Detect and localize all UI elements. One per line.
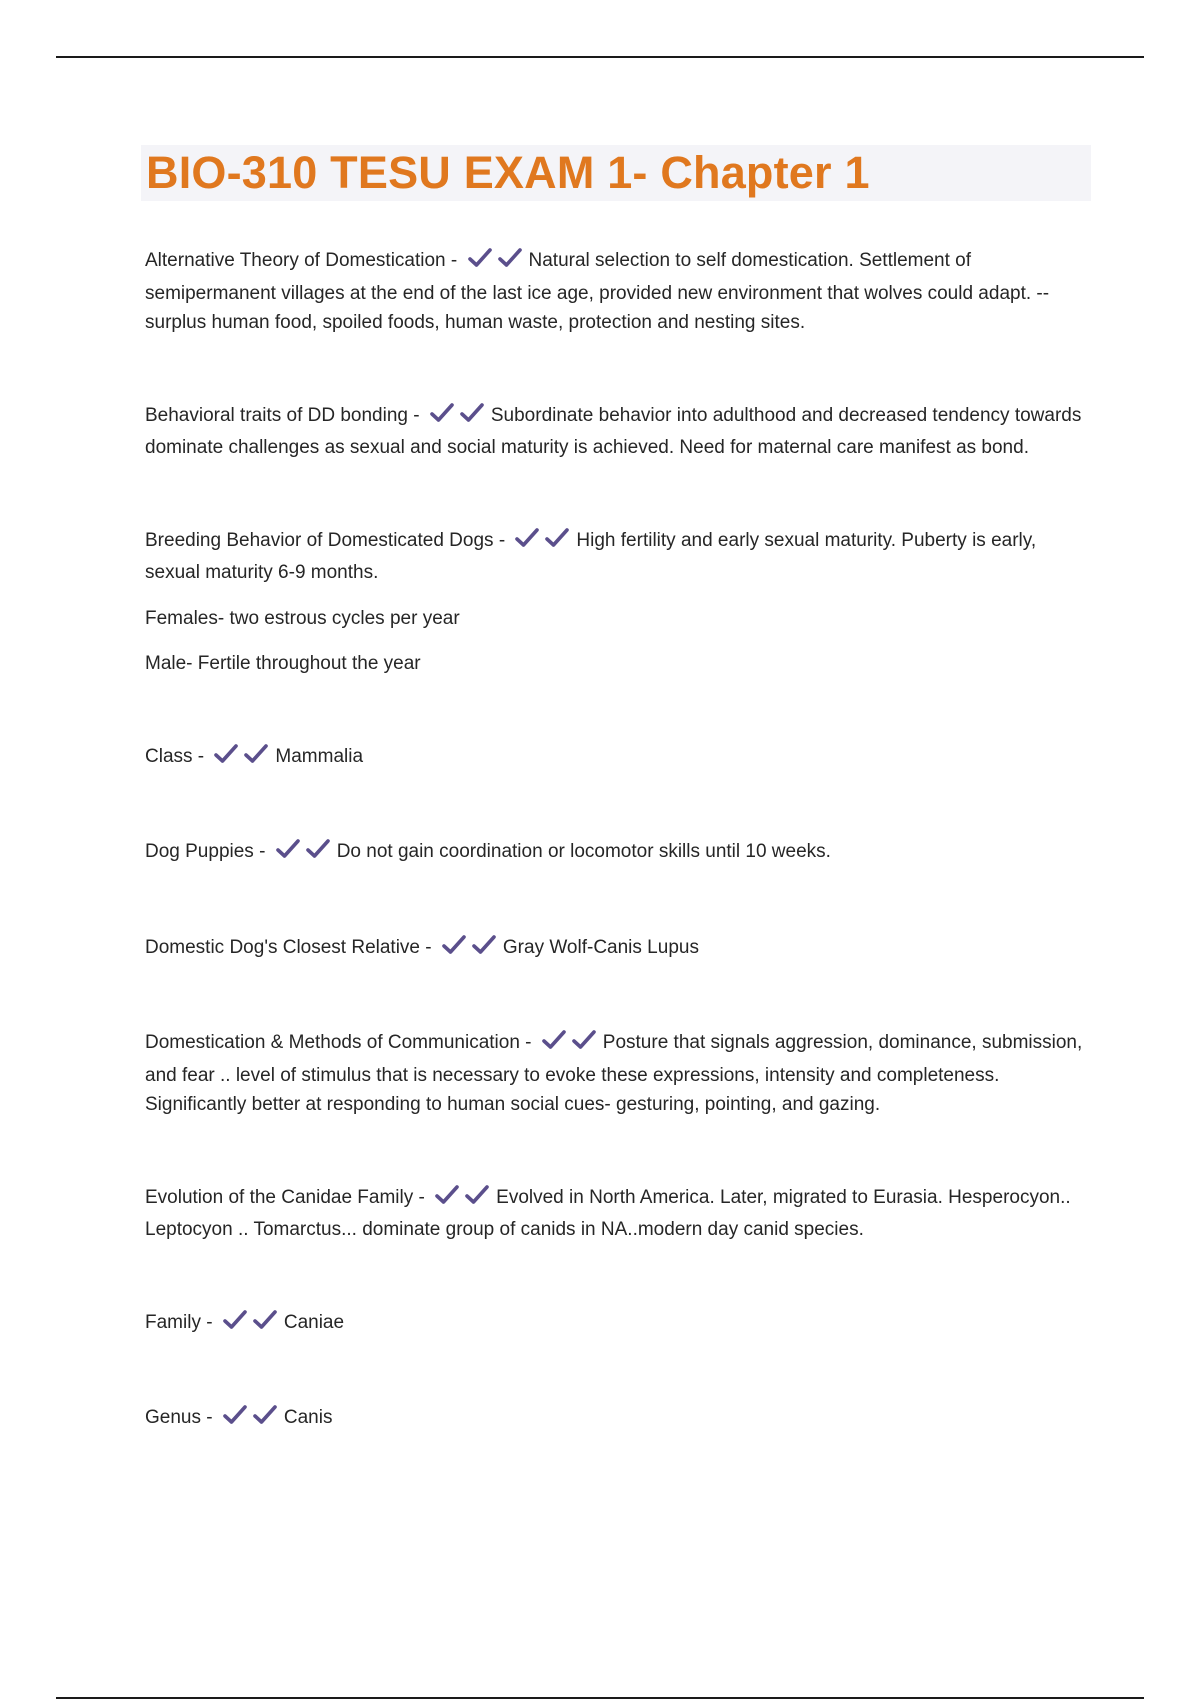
entry-separator: - <box>206 1311 213 1333</box>
flashcard-entry <box>145 1028 1090 1120</box>
checkmark-icon <box>514 527 540 549</box>
entry-term: Dog Puppies <box>145 841 254 862</box>
double-checkmark-icon <box>222 1404 282 1436</box>
checkmark-icon <box>497 247 523 269</box>
entry-line <box>145 1308 1090 1341</box>
entry-term: Genus <box>145 1407 201 1428</box>
entry-line <box>145 1028 1090 1120</box>
double-checkmark-icon <box>429 402 489 434</box>
entry-line <box>145 246 1090 338</box>
checkmark-icon <box>252 1404 278 1426</box>
entry-term: Domestic Dog's Closest Relative <box>145 936 420 958</box>
checkmark-icon <box>459 402 485 424</box>
entry-separator: - <box>498 529 506 551</box>
flashcard-entry <box>145 933 1090 966</box>
double-checkmark-icon <box>441 934 501 966</box>
flashcard-entry <box>145 742 1090 775</box>
entry-line <box>145 526 1090 588</box>
entry-extra-line: Females- two estrous cycles per year <box>145 607 460 629</box>
checkmark-icon <box>222 1404 248 1426</box>
entry-definition: Mammalia <box>275 745 364 767</box>
entry-definition: Gray Wolf-Canis Lupus <box>502 936 699 958</box>
checkmark-icon <box>243 743 269 765</box>
checkmark-icon <box>471 934 497 956</box>
flashcard-entry <box>145 401 1090 463</box>
entry-separator: - <box>206 1407 213 1428</box>
checkmark-icon <box>544 527 570 549</box>
entry-definition: Evolved in North America. Later, migrated to Eurasia. Hesperocyon.. Leptocyon .. Tomarctus... dominate group of canids in NA..modern day canid species. <box>145 1186 1071 1240</box>
entry-separator: - <box>259 841 266 862</box>
entry-term: Behavioral traits of DD bonding <box>145 404 408 426</box>
double-checkmark-icon <box>514 527 574 559</box>
double-checkmark-icon <box>222 1309 282 1341</box>
checkmark-icon <box>305 838 331 860</box>
double-checkmark-icon <box>434 1184 494 1216</box>
flashcard-entry <box>145 837 1090 870</box>
entry-separator: - <box>425 936 432 958</box>
bottom-rule <box>56 1697 1144 1699</box>
entry-term: Family <box>145 1311 201 1333</box>
entry-term: Class <box>145 745 193 767</box>
entry-separator: - <box>197 745 205 767</box>
flashcard-entry <box>145 1183 1090 1245</box>
double-checkmark-icon <box>213 743 273 775</box>
flashcard-entry <box>145 1403 1090 1436</box>
checkmark-icon <box>213 743 239 765</box>
checkmark-icon <box>252 1309 278 1331</box>
entry-line <box>145 1403 1090 1436</box>
entry-separator: - <box>413 404 420 426</box>
entry-definition: Posture that signals aggression, dominance, submission, and fear .. level of stimulus that is necessary to evoke these expressions, intensity and completeness. Significantly better at responding to human social cues- gesturing, pointing, and gazing. <box>145 1032 1083 1115</box>
double-checkmark-icon <box>275 838 335 870</box>
flashcard-entry <box>145 246 1090 338</box>
entry-term: Alternative Theory of Domestication <box>145 250 446 271</box>
entry-term: Domestication & Methods of Communication <box>145 1032 520 1053</box>
checkmark-icon <box>429 402 455 424</box>
entry-term: Evolution of the Canidae Family <box>145 1186 414 1208</box>
checkmark-icon <box>222 1309 248 1331</box>
entry-separator: - <box>418 1186 425 1208</box>
checkmark-icon <box>441 934 467 956</box>
entry-definition: Canis <box>283 1407 333 1428</box>
entry-term: Breeding Behavior of Domesticated Dogs <box>145 529 494 551</box>
checkmark-icon <box>571 1029 597 1051</box>
entry-definition: Natural selection to self domestication. Settlement of semipermanent villages at the end of the last ice age, provided new environment that wolves could adapt. --surplus human food, spoiled foods, human waste, protection and nesting sites. <box>145 250 1050 333</box>
entry-separator: - <box>450 250 458 271</box>
checkmark-icon <box>467 247 493 269</box>
checkmark-icon <box>541 1029 567 1051</box>
entry-definition: High fertility and early sexual maturity. Puberty is early, sexual maturity 6-9 months. <box>145 529 1037 583</box>
checkmark-icon <box>464 1184 490 1206</box>
entry-line <box>145 933 1090 966</box>
entry-definition: Subordinate behavior into adulthood and decreased tendency towards dominate challenges as sexual and social maturity is achieved. Need for maternal care manifest as bond. <box>145 404 1082 458</box>
checkmark-icon <box>434 1184 460 1206</box>
entry-line <box>145 837 1090 870</box>
checkmark-icon <box>275 838 301 860</box>
entry-definition: Do not gain coordination or locomotor skills until 10 weeks. <box>336 841 831 862</box>
entry-line <box>145 742 1090 775</box>
entry-separator: - <box>525 1032 532 1053</box>
flashcard-list <box>145 246 1090 1499</box>
entry-line <box>145 401 1090 463</box>
entry-line <box>145 1183 1090 1245</box>
flashcard-entry <box>145 1308 1090 1341</box>
entry-extra-line: Male- Fertile throughout the year <box>145 653 421 674</box>
entry-definition: Caniae <box>283 1311 345 1333</box>
double-checkmark-icon <box>541 1029 601 1061</box>
page-title: BIO-310 TESU EXAM 1- Chapter 1 <box>146 147 870 198</box>
double-checkmark-icon <box>467 247 527 279</box>
flashcard-entry <box>145 526 1090 679</box>
top-rule <box>56 56 1144 58</box>
